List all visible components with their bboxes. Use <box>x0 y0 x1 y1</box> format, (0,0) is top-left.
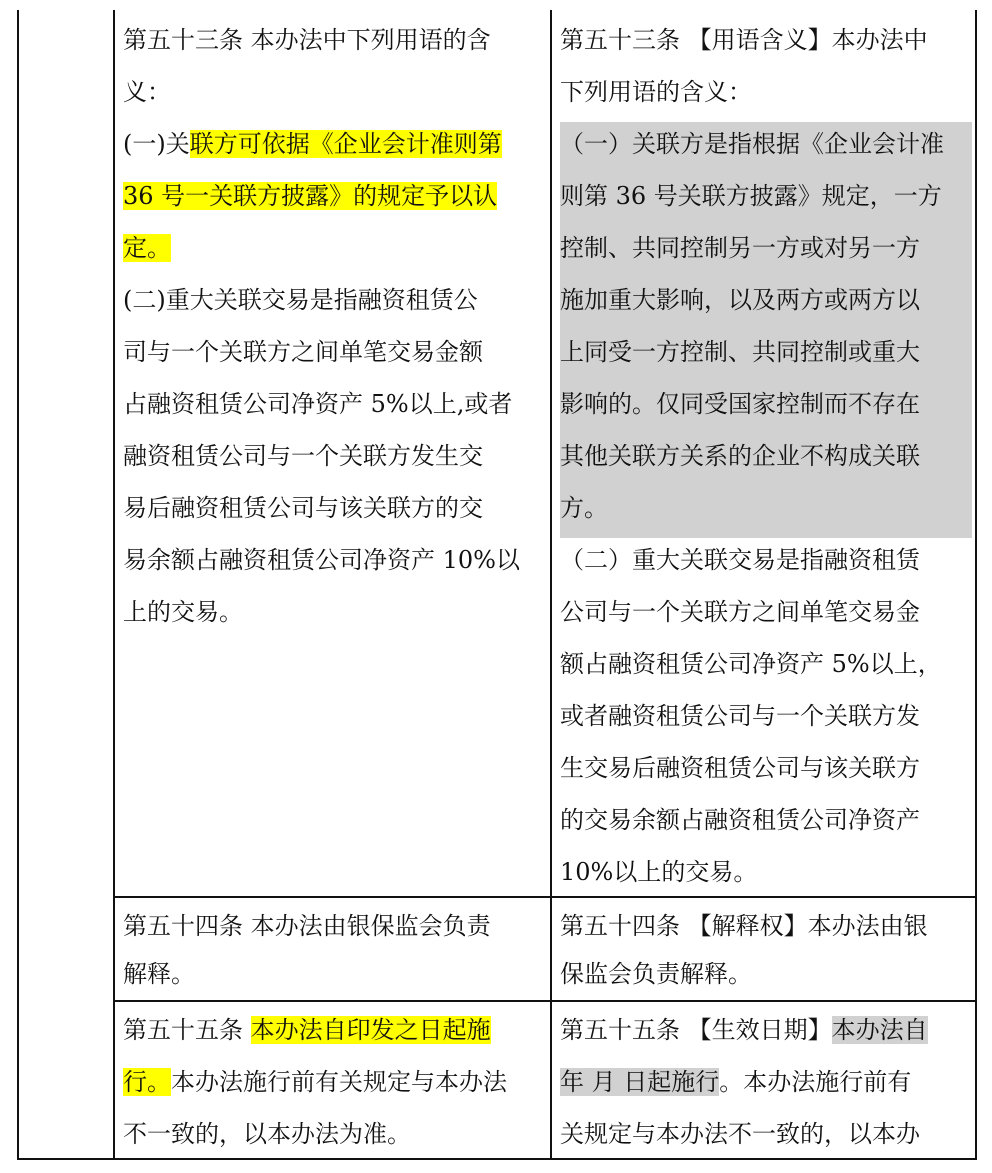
text-line: （二）重大关联交易是指融资租赁 <box>560 546 920 574</box>
text-line: 易余额占融资租赁公司净资产 10%以 <box>123 546 520 574</box>
text-line <box>560 1006 972 1054</box>
text-span: 第五十五条 【生效日期】 <box>560 1016 832 1044</box>
text-line: 第五十三条 本办法中下列用语的含 <box>123 26 491 54</box>
table-border-right <box>975 10 977 1160</box>
text-line: 第五十四条 本办法由银保监会负责 <box>123 912 491 940</box>
text-line: 第五十三条 【用语含义】本办法中 <box>560 26 928 54</box>
comparison-table <box>17 10 977 1160</box>
text-line: 生交易后融资租赁公司与该关联方 <box>560 754 920 782</box>
article-53-old <box>123 16 547 892</box>
text-line: 保监会负责解释。 <box>560 960 752 988</box>
text-line: (二)重大关联交易是指融资租赁公 <box>123 286 478 314</box>
text-line: 司与一个关联方之间单笔交易金额 <box>123 338 483 366</box>
table-border-bottom <box>17 1158 977 1160</box>
row-divider-54-55 <box>113 1000 977 1002</box>
text-line: 则第 36 号关联方披露》规定，一方 <box>560 182 942 210</box>
text-line: 公司与一个关联方之间单笔交易金 <box>560 598 920 626</box>
article-53-new <box>560 16 972 892</box>
text-line: 义： <box>123 78 171 106</box>
text-line: 或者融资租赁公司与一个关联方发 <box>560 702 920 730</box>
text-line: 影响的。仅同受国家控制而不存在 <box>560 390 920 418</box>
article-55-new <box>560 1006 972 1156</box>
text-line <box>123 172 547 220</box>
text-line: 解释。 <box>123 960 195 988</box>
highlight-yellow: 联方可依据《企业会计准则第 <box>189 130 502 158</box>
text-line <box>560 1058 972 1106</box>
text-line: 的交易余额占融资租赁公司净资产 <box>560 806 920 834</box>
text-line: 上同受一方控制、共同控制或重大 <box>560 338 920 366</box>
text-span: (一)关 <box>123 130 190 158</box>
highlight-yellow: 行。 <box>123 1068 171 1096</box>
text-line <box>123 1058 547 1106</box>
highlight-yellow: 定。 <box>123 234 171 262</box>
text-span: 本办法施行前有关规定与本办法 <box>171 1068 507 1096</box>
text-line: 控制、共同控制另一方或对另一方 <box>560 234 920 262</box>
text-line: 额占融资租赁公司净资产 5%以上， <box>560 650 942 678</box>
text-line: 施加重大影响，以及两方或两方以 <box>560 286 920 314</box>
text-line: 下列用语的含义： <box>560 78 752 106</box>
text-line: 关规定与本办法不一致的，以本办 <box>560 1120 920 1148</box>
text-line: 易后融资租赁公司与该关联方的交 <box>123 494 483 522</box>
column-divider-1 <box>113 10 115 1160</box>
text-line: 第五十四条 【解释权】本办法由银 <box>560 912 928 940</box>
text-line: 方。 <box>560 494 608 522</box>
text-line: 10%以上的交易。 <box>560 858 758 886</box>
row-divider-53-54 <box>113 896 977 898</box>
highlight-yellow: 36 号一关联方披露》的规定予以认 <box>123 182 498 210</box>
text-span: 第五十五条 <box>123 1016 251 1044</box>
table-border-left <box>17 10 19 1160</box>
article-54-old <box>123 902 547 998</box>
column-divider-2 <box>550 10 552 1160</box>
text-line: 不一致的，以本办法为准。 <box>123 1120 411 1148</box>
highlight-gray: 年 月 日起施行 <box>560 1068 720 1096</box>
text-span: 。本办法施行前有 <box>719 1068 912 1096</box>
article-54-new <box>560 902 972 998</box>
text-line <box>123 1006 547 1054</box>
text-line: 其他关联方关系的企业不构成关联 <box>560 442 920 470</box>
text-line: 融资租赁公司与一个关联方发生交 <box>123 442 483 470</box>
text-line <box>123 224 547 272</box>
text-line: 上的交易。 <box>123 598 243 626</box>
text-line <box>123 120 547 168</box>
text-line: （一）关联方是指根据《企业会计准 <box>560 130 944 158</box>
article-55-old <box>123 1006 547 1156</box>
highlight-yellow: 本办法自印发之日起施 <box>250 1016 491 1044</box>
text-line: 占融资租赁公司净资产 5%以上,或者 <box>123 390 513 418</box>
highlight-gray: 本办法自 <box>831 1016 928 1044</box>
